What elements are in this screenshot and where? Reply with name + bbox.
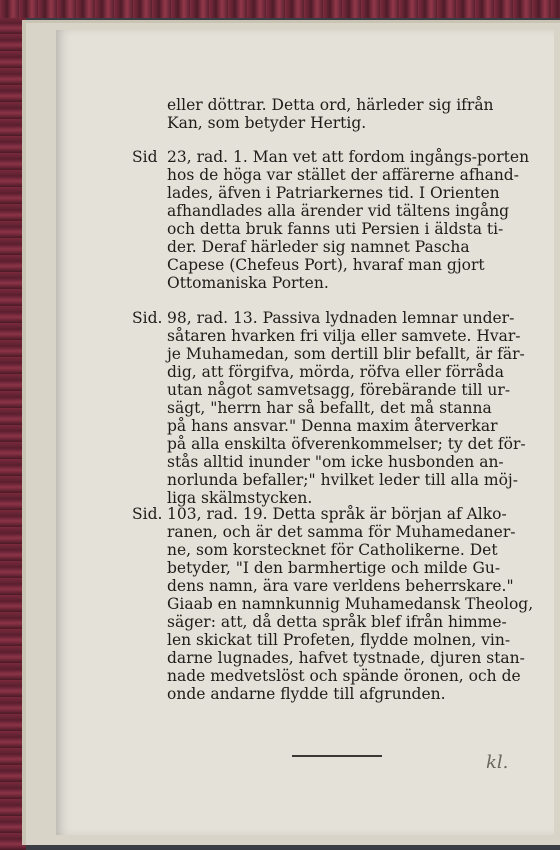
text-line: 23, rad. 1. Man vet att fordom ingångs-porten	[167, 148, 530, 166]
text-line: je Muhamedan, som dertill blir befallt, är fär-	[167, 345, 525, 363]
text-line: Kan, som betyder Hertig.	[167, 114, 367, 132]
book-binding-top	[0, 0, 560, 18]
text-line: norlunda befaller;" hvilket leder till alla möj-	[167, 471, 518, 489]
book-page	[56, 30, 554, 835]
text-line: sägt, "herrn har så befallt, det må stanna	[167, 399, 492, 417]
text-line: dig, att förgifva, mörda, röfva eller förråda	[167, 363, 504, 381]
text-line: 103, rad. 19. Detta språk är början af Alko-	[167, 505, 507, 523]
text-line: på hans ansvar." Denna maxim återverkar	[167, 417, 498, 435]
handwritten-mark: kl.	[486, 752, 509, 773]
sid-label: Sid.	[132, 505, 163, 523]
sid-label: Sid.	[132, 309, 163, 327]
text-line: darne lugnades, hafvet tystnade, djuren stan-	[167, 649, 525, 667]
text-line: på alla enskilta öfverenkommelser; ty det för-	[167, 435, 526, 453]
text-line: hos de höga var stället der affärerne afhand-	[167, 166, 519, 184]
text-line: säger: att, då detta språk blef ifrån himme-	[167, 613, 507, 631]
text-line: len skickat till Profeten, flydde molnen, vin-	[167, 631, 511, 649]
text-line: liga skälmstycken.	[167, 489, 313, 507]
closing-rule	[292, 755, 382, 757]
text-line: och detta bruk fanns uti Persien i äldsta ti-	[167, 220, 504, 238]
page-text	[56, 30, 554, 835]
text-line: onde andarne flydde till afgrunden.	[167, 685, 446, 703]
text-line: Giaab en namnkunnig Muhamedansk Theolog,	[167, 595, 534, 613]
text-line: afhandlades alla ärender vid tältens ingång	[167, 202, 510, 220]
text-line: ranen, och är det samma för Muhamedaner-	[167, 523, 516, 541]
text-line: nade medvetslöst och spände öronen, och de	[167, 667, 521, 685]
text-line: 98, rad. 13. Passiva lydnaden lemnar under-	[167, 309, 515, 327]
text-line: såtaren hvarken fri vilja eller samvete. Hvar-	[167, 327, 521, 345]
text-line: betyder, "I den barmhertige och milde Gu-	[167, 559, 501, 577]
text-line: Ottomaniska Porten.	[167, 274, 329, 292]
text-line: lades, äfven i Patriarkernes tid. I Orienten	[167, 184, 500, 202]
sid-label: Sid	[132, 148, 158, 166]
text-line: eller döttrar. Detta ord, härleder sig ifrån	[167, 96, 494, 114]
text-line: stås alltid inunder "om icke husbonden an-	[167, 453, 504, 471]
text-line: Capese (Chefeus Port), hvaraf man gjort	[167, 256, 485, 274]
text-line: ne, som korstecknet för Catholikerne. Det	[167, 541, 498, 559]
text-line: dens namn, ära vare verldens beherrskare."	[167, 577, 514, 595]
text-line: der. Deraf härleder sig namnet Pascha	[167, 238, 470, 256]
text-line: utan något samvetsagg, förebärande till ur-	[167, 381, 511, 399]
